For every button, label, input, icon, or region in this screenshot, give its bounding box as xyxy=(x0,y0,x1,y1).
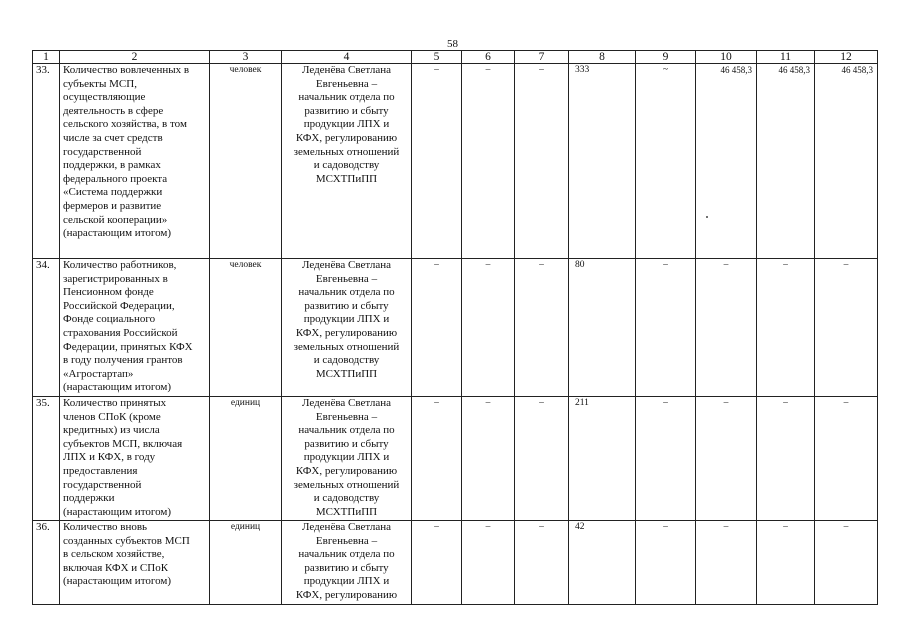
column-header: 6 xyxy=(462,51,515,64)
value-cell: – xyxy=(462,397,515,521)
value-cell: – xyxy=(636,397,696,521)
value-cell: – xyxy=(412,397,462,521)
value-cell: – xyxy=(696,259,757,397)
responsible-cell: Леденёва Светлана Евгеньевна – начальник отдела по развитию и сбыту продукции ЛПХ и КФХ, регулированию земельных отношений и садоводству МСХТПиПП xyxy=(282,397,412,521)
column-header: 3 xyxy=(210,51,282,64)
table-row xyxy=(33,397,878,521)
value-cell: – xyxy=(815,397,878,521)
indicator-name: Количество работников, зарегистрированных в Пенсионном фонде Российской Федерации, Фонде социального страхования Российской Федерации, принятых КФХ в году получения грантов «Агростартап» (нарастающим итогом) xyxy=(60,259,210,397)
indicator-name: Количество вовлеченных в субъекты МСП, осуществляющие деятельность в сфере сельского хозяйства, в том числе за счет средств государственной поддержки, в рамках федерального проекта «Система поддержки фермеров и развитие сельской кооперации» (нарастающим итогом) xyxy=(60,64,210,259)
indicator-name: Количество принятых членов СПоК (кроме кредитных) из числа субъектов МСП, включая ЛПХ и КФХ, в году предоставления государственной поддержки (нарастающим итогом) xyxy=(60,397,210,521)
responsible-cell: Леденёва Светлана Евгеньевна – начальник отдела по развитию и сбыту продукции ЛПХ и КФХ, регулированию земельных отношений и садоводству МСХТПиПП xyxy=(282,259,412,397)
value-cell: – xyxy=(462,521,515,605)
unit-cell: единиц xyxy=(210,521,282,605)
column-header: 2 xyxy=(60,51,210,64)
responsible-cell: Леденёва Светлана Евгеньевна – начальник отдела по развитию и сбыту продукции ЛПХ и КФХ, регулированию земельных отношений и садоводству МСХТПиПП xyxy=(282,64,412,259)
value-cell: – xyxy=(412,64,462,259)
value-cell: – xyxy=(515,397,569,521)
table-row xyxy=(33,259,878,397)
value-cell: – xyxy=(462,259,515,397)
column-header: 9 xyxy=(636,51,696,64)
column-number-row xyxy=(33,51,878,64)
column-header: 5 xyxy=(412,51,462,64)
value-cell: 333 xyxy=(569,64,636,259)
row-number: 33. xyxy=(33,64,60,259)
value-cell: – xyxy=(696,397,757,521)
value-cell: – xyxy=(815,521,878,605)
value-cell: – xyxy=(412,259,462,397)
value-cell: 46 458,3 xyxy=(757,64,815,259)
value-cell: – xyxy=(412,521,462,605)
row-number: 36. xyxy=(33,521,60,605)
page-number: 58 xyxy=(447,38,458,50)
value-cell: – xyxy=(757,259,815,397)
column-header: 8 xyxy=(569,51,636,64)
value-cell: 80 xyxy=(569,259,636,397)
value-cell: – xyxy=(757,521,815,605)
value-cell: – xyxy=(462,64,515,259)
column-header: 1 xyxy=(33,51,60,64)
responsible-cell: Леденёва Светлана Евгеньевна – начальник отдела по развитию и сбыту продукции ЛПХ и КФХ, регулированию xyxy=(282,521,412,605)
value-cell: – xyxy=(515,521,569,605)
value-cell: – xyxy=(757,397,815,521)
indicator-name: Количество вновь созданных субъектов МСП в сельском хозяйстве, включая КФХ и СПоК (нарастающим итогом) xyxy=(60,521,210,605)
unit-cell: человек xyxy=(210,64,282,259)
value-cell: ~ xyxy=(636,64,696,259)
column-header: 12 xyxy=(815,51,878,64)
value-cell: 211 xyxy=(569,397,636,521)
column-header: 11 xyxy=(757,51,815,64)
value-cell: – xyxy=(815,259,878,397)
scan-speck xyxy=(706,216,708,218)
column-header: 10 xyxy=(696,51,757,64)
unit-cell: человек xyxy=(210,259,282,397)
value-cell: 46 458,3 xyxy=(696,64,757,259)
value-cell: – xyxy=(515,259,569,397)
table-row xyxy=(33,521,878,605)
value-cell: – xyxy=(636,521,696,605)
row-number: 35. xyxy=(33,397,60,521)
indicators-table xyxy=(32,50,878,605)
row-number: 34. xyxy=(33,259,60,397)
table-row xyxy=(33,64,878,259)
value-cell: 42 xyxy=(569,521,636,605)
value-cell: – xyxy=(515,64,569,259)
value-cell: 46 458,3 xyxy=(815,64,878,259)
unit-cell: единиц xyxy=(210,397,282,521)
column-header: 4 xyxy=(282,51,412,64)
column-header: 7 xyxy=(515,51,569,64)
value-cell: – xyxy=(696,521,757,605)
value-cell: – xyxy=(636,259,696,397)
